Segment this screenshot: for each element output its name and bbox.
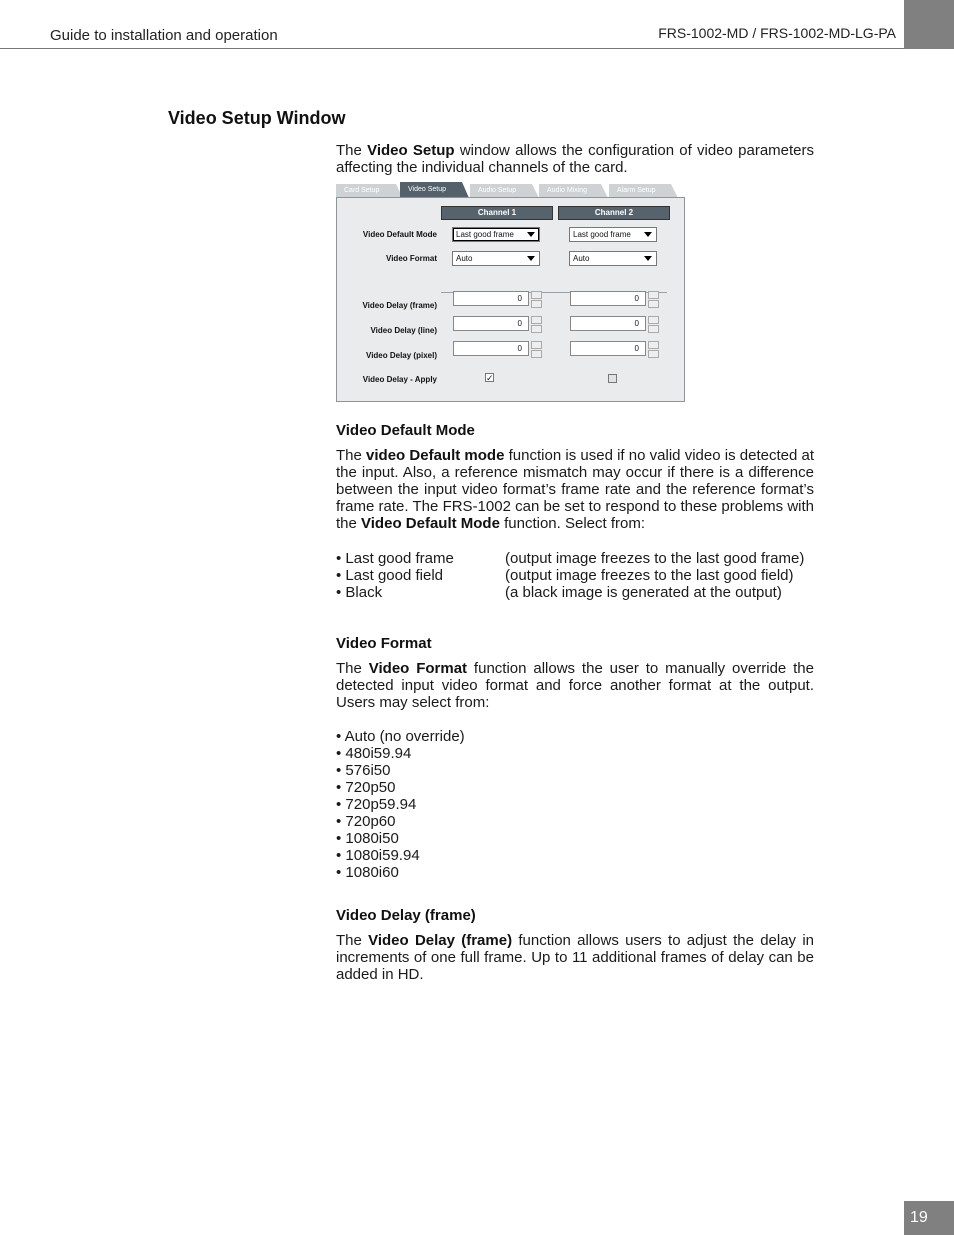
list-item: • Auto (no override) (336, 728, 465, 745)
ch1-delay-pixel-stepper[interactable] (531, 341, 542, 356)
running-header-right: FRS-1002-MD / FRS-1002-MD-LG-PA (658, 25, 896, 41)
ch2-delay-frame-stepper[interactable] (648, 291, 659, 306)
video-format-heading: Video Format (336, 635, 432, 652)
spin-down-icon[interactable] (531, 350, 542, 358)
default-mode-paragraph: The video Default mode function is used if no valid video is detected at the input. Also, a reference mismatch may occur if there is a difference between the input video format’s frame rate and the reference format’s frame rate. The FRS-1002 can be set to respond to these problems with the Video Default Mode function. Select from: (336, 447, 815, 532)
ch1-delay-pixel-input[interactable]: 0 (453, 341, 529, 356)
ch2-format-select[interactable] (569, 251, 657, 266)
ch2-delay-line-input[interactable]: 0 (570, 316, 646, 331)
ch1-delay-line-input[interactable]: 0 (453, 316, 529, 331)
list-item: • 720p59.94 (336, 796, 417, 813)
video-format-section (336, 635, 814, 881)
label-format: Video Format (386, 254, 437, 263)
ch2-format-value: Auto (573, 254, 590, 263)
ch2-default-mode-select[interactable] (569, 227, 657, 242)
ch1-default-mode-value: Last good frame (456, 230, 514, 239)
list-item: • 1080i59.94 (336, 847, 420, 864)
spin-up-icon[interactable] (648, 341, 659, 349)
list-item: • 480i59.94 (336, 745, 412, 762)
ch1-delay-frame-stepper[interactable] (531, 291, 542, 306)
label-delay-apply: Video Delay - Apply (362, 375, 437, 384)
delay-frame-heading: Video Delay (frame) (336, 907, 476, 924)
video-format-options (336, 728, 814, 881)
delay-frame-section (336, 907, 814, 983)
list-item: • Last good field (output image freezes to the last good field) (336, 567, 794, 584)
spin-down-icon[interactable] (648, 300, 659, 308)
spin-up-icon[interactable] (648, 316, 659, 324)
ch2-delay-pixel-input[interactable]: 0 (570, 341, 646, 356)
spin-down-icon[interactable] (531, 300, 542, 308)
ch1-delay-frame-input[interactable]: 0 (453, 291, 529, 306)
header-rule (0, 48, 904, 49)
tab-audio-setup[interactable]: Audio Setup (470, 184, 532, 198)
default-mode-options (336, 550, 814, 601)
spin-up-icon[interactable] (531, 316, 542, 324)
delay-frame-paragraph: The Video Delay (frame) function allows users to adjust the delay in increments of one full frame. Up to 11 additional frames of delay can be added in HD. (336, 932, 814, 983)
ch2-default-mode-value: Last good frame (573, 230, 631, 239)
label-default-mode: Video Default Mode (362, 230, 437, 239)
chevron-down-icon (644, 232, 652, 237)
ch2-delay-pixel-stepper[interactable] (648, 341, 659, 356)
tab-alarm-setup[interactable]: Alarm Setup (609, 184, 671, 198)
ch1-apply-checkbox[interactable]: ✓ (486, 373, 494, 383)
spin-down-icon[interactable] (531, 325, 542, 333)
ch1-format-select[interactable] (452, 251, 540, 266)
default-mode-section (336, 422, 814, 601)
list-item: • 720p50 (336, 779, 396, 796)
intro-paragraph: The Video Setup window allows the configuration of video parameters affecting the individual channels of the card. (336, 142, 815, 176)
spin-up-icon[interactable] (531, 341, 542, 349)
spin-up-icon[interactable] (648, 291, 659, 299)
channel-2-header: Channel 2 (558, 206, 670, 220)
tab-card-setup[interactable]: Card Setup (336, 184, 396, 198)
header-block (904, 0, 954, 49)
chevron-down-icon (644, 256, 652, 261)
default-mode-heading: Video Default Mode (336, 422, 475, 439)
video-format-paragraph: The Video Format function allows the user to manually override the detected input video format and force another format at the output. Users may select from: (336, 660, 814, 711)
video-setup-screenshot (336, 182, 685, 402)
section-title: Video Setup Window (168, 108, 346, 128)
running-header-left: Guide to installation and operation (50, 27, 278, 44)
spin-up-icon[interactable] (531, 291, 542, 299)
ch1-default-mode-select[interactable] (452, 227, 540, 242)
ch2-delay-line-stepper[interactable] (648, 316, 659, 331)
channel-1-header: Channel 1 (441, 206, 553, 220)
tab-bar (336, 182, 685, 198)
ch2-apply-checkbox[interactable] (608, 374, 617, 383)
list-item: • 720p60 (336, 813, 396, 830)
label-delay-pixel: Video Delay (pixel) (366, 351, 437, 360)
tab-audio-mixing[interactable]: Audio Mixing (539, 184, 601, 198)
chevron-down-icon (527, 256, 535, 261)
tab-video-setup[interactable]: Video Setup (400, 182, 462, 198)
label-delay-frame: Video Delay (frame) (362, 301, 437, 310)
list-item: • 576i50 (336, 762, 391, 779)
ch1-delay-line-stepper[interactable] (531, 316, 542, 331)
spin-down-icon[interactable] (648, 325, 659, 333)
settings-panel (336, 197, 685, 402)
list-item: • 1080i50 (336, 830, 399, 847)
chevron-down-icon (527, 232, 535, 237)
page-number: 19 (904, 1201, 954, 1235)
ch1-format-value: Auto (456, 254, 473, 263)
spin-down-icon[interactable] (648, 350, 659, 358)
list-item: • 1080i60 (336, 864, 399, 881)
ch2-delay-frame-input[interactable]: 0 (570, 291, 646, 306)
list-item: • Last good frame (output image freezes to the last good frame) (336, 550, 805, 567)
list-item: • Black (a black image is generated at the output) (336, 584, 782, 601)
label-delay-line: Video Delay (line) (370, 326, 437, 335)
